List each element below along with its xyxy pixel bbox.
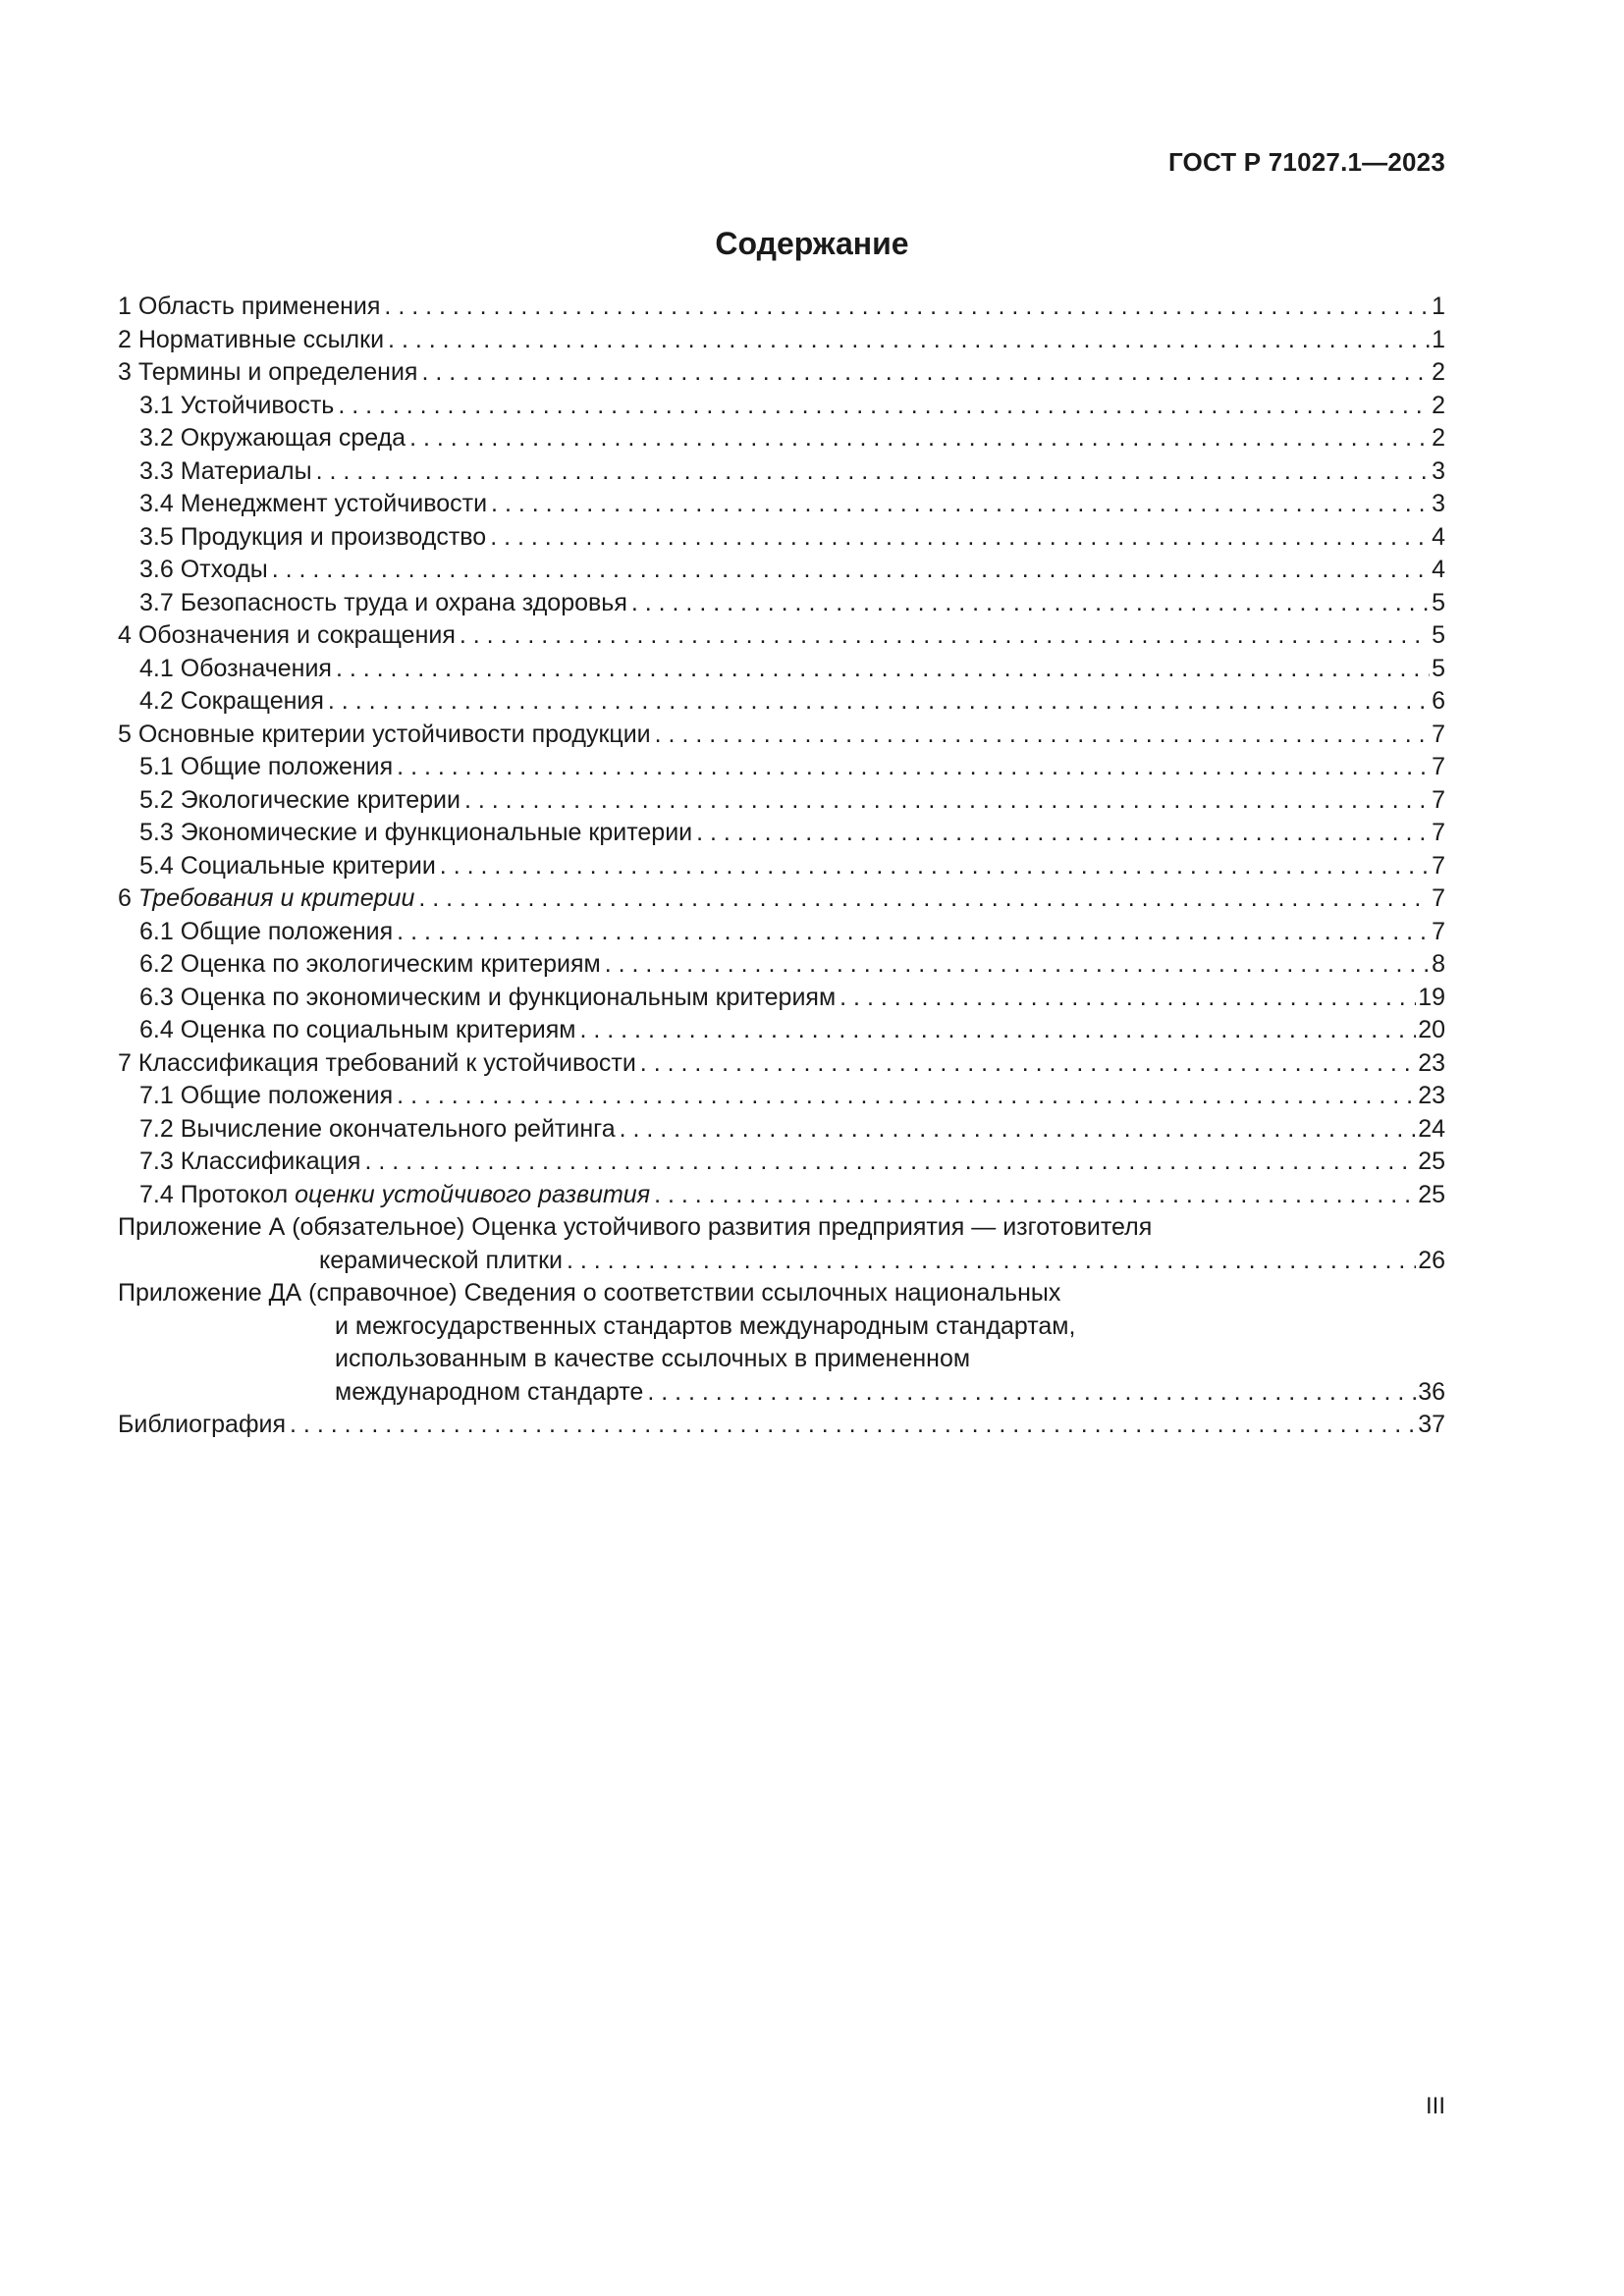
dot-leader (491, 488, 1430, 521)
dot-leader (620, 1113, 1417, 1147)
toc-entry-page: 7 (1432, 917, 1445, 945)
toc-entry-page: 7 (1432, 785, 1445, 814)
dot-leader (839, 982, 1416, 1015)
toc-entry-page: 24 (1418, 1114, 1445, 1143)
toc-entry-text: 5.3 Экономические и функциональные критерии (139, 819, 693, 846)
toc-entry-7-3[interactable] (118, 1146, 1445, 1179)
toc-entry-text: 3.3 Материалы (139, 456, 312, 485)
toc-entry-5-3[interactable] (118, 817, 1445, 850)
toc-entry-text: керамической плитки (319, 1246, 563, 1274)
dot-leader (397, 751, 1430, 784)
toc-entry-page: 5 (1432, 588, 1445, 616)
dot-leader (579, 1014, 1416, 1047)
toc-entry-3[interactable] (118, 356, 1445, 390)
toc-entry-page: 3 (1432, 490, 1445, 517)
appendix-da-line-1: Приложение ДА (справочное) Сведения о соответствии ссылочных национальных (118, 1279, 1061, 1307)
toc-entry-text: 5.2 Экологические критерии (139, 785, 460, 814)
toc-entry-page: 5 (1432, 621, 1445, 649)
toc-entry-3-7[interactable] (118, 587, 1445, 620)
toc-entry-text: 3.1 Устойчивость (139, 391, 335, 419)
toc-entry-text: 3.7 Безопасность труда и охрана здоровья (139, 588, 627, 616)
toc-entry-5[interactable] (118, 719, 1445, 752)
dot-leader (336, 653, 1430, 686)
toc-entry-page: 25 (1418, 1148, 1445, 1175)
dot-leader (290, 1409, 1416, 1442)
toc-entry-3-3[interactable] (118, 455, 1445, 489)
toc-entry-text: 4.1 Обозначения (139, 654, 332, 682)
dot-leader (409, 422, 1430, 455)
toc-entry-text: 5.4 Социальные критерии (139, 851, 436, 880)
toc-appendix-a[interactable] (118, 1211, 1445, 1277)
toc-entry-page: 3 (1432, 456, 1445, 485)
toc-entry-text (139, 1179, 650, 1212)
appendix-da-line-3: использованным в качестве ссылочных в примененном (335, 1345, 971, 1372)
toc-entry-6-2[interactable] (118, 948, 1445, 982)
appendix-a-line-1: Приложение А (обязательное) Оценка устойчивого развития предприятия — изготовителя (118, 1213, 1153, 1241)
toc-entry-text: 7 Классификация требований к устойчивости (118, 1048, 636, 1077)
dot-leader (418, 882, 1430, 916)
appendix-a-last-line (118, 1245, 1445, 1278)
toc-entry-text: 6.2 Оценка по экологическим критериям (139, 950, 601, 978)
toc-entry-page: 1 (1432, 293, 1445, 320)
dot-leader (490, 521, 1430, 555)
dot-leader (567, 1245, 1416, 1278)
toc-entry-text: 3.6 Отходы (139, 556, 268, 583)
toc-entry-text: 4.2 Сокращения (139, 687, 324, 715)
dot-leader (397, 916, 1430, 949)
toc-entry-6[interactable] (118, 882, 1445, 916)
toc-entry-3-1[interactable] (118, 390, 1445, 423)
toc-entry-page: 36 (1418, 1377, 1445, 1406)
toc-entry-text: 4 Обозначения и сокращения (118, 621, 456, 649)
toc-entry-text: 3 Термины и определения (118, 358, 418, 386)
document-code: ГОСТ Р 71027.1—2023 (1167, 147, 1445, 177)
toc-entry-text: 7.1 Общие положения (139, 1082, 394, 1109)
toc-entry-5-2[interactable] (118, 784, 1445, 818)
dot-leader (654, 1179, 1416, 1212)
dot-leader (460, 619, 1430, 653)
toc-entry-text: 3.5 Продукция и производство (139, 522, 487, 551)
dot-leader (397, 1080, 1416, 1113)
page-number: III (1425, 2093, 1445, 2119)
toc-entry-page: 20 (1418, 1016, 1445, 1043)
toc-entry-7[interactable] (118, 1047, 1445, 1081)
toc-entry-number: 6 (118, 884, 132, 912)
toc-appendix-da[interactable] (118, 1277, 1445, 1409)
toc-entry-page: 19 (1418, 983, 1445, 1011)
toc-entry-page: 7 (1432, 753, 1445, 780)
toc-entry-page: 6 (1432, 687, 1445, 715)
dot-leader (647, 1376, 1416, 1410)
toc-entry-page: 2 (1432, 424, 1445, 452)
toc-entry-7-2[interactable] (118, 1113, 1445, 1147)
toc-entry-5-4[interactable] (118, 850, 1445, 883)
toc-entry-page: 7 (1432, 819, 1445, 846)
toc-entry-6-3[interactable] (118, 982, 1445, 1015)
toc-entry-text: 3.4 Менеджмент устойчивости (139, 490, 488, 517)
dot-leader (384, 291, 1430, 324)
dot-leader (364, 1146, 1416, 1179)
toc-entry-text: 7.2 Вычисление окончательного рейтинга (139, 1114, 616, 1143)
toc-entry-page: 1 (1432, 325, 1445, 353)
toc-entry-text: 3.2 Окружающая среда (139, 424, 406, 452)
toc-entry-page: 7 (1432, 720, 1445, 748)
dot-leader (696, 817, 1430, 850)
toc-entry-2[interactable] (118, 324, 1445, 357)
toc-entry-3-6[interactable] (118, 554, 1445, 587)
toc-entry-page: 4 (1432, 556, 1445, 583)
toc-entry-page: 7 (1432, 851, 1445, 880)
toc-entry-prefix: 7.4 Протокол (139, 1180, 289, 1208)
dot-leader (421, 356, 1430, 390)
toc-entry-6-1[interactable] (118, 916, 1445, 949)
toc-entry-page: 8 (1432, 950, 1445, 978)
dot-leader (631, 587, 1430, 620)
toc-entry-text: 1 Область применения (118, 293, 381, 320)
toc-entry-page: 7 (1432, 884, 1445, 912)
dot-leader (655, 719, 1430, 752)
toc-entry-page: 37 (1418, 1411, 1445, 1438)
toc-entry-3-4[interactable] (118, 488, 1445, 521)
dot-leader (328, 685, 1430, 719)
toc-entry-page: 2 (1432, 358, 1445, 386)
toc-entry-text: 6.3 Оценка по экономическим и функциональным критериям (139, 983, 837, 1011)
toc-entry-7-1[interactable] (118, 1080, 1445, 1113)
toc-entry-text: 2 Нормативные ссылки (118, 325, 385, 353)
dot-leader (640, 1047, 1416, 1081)
toc-entry-4-1[interactable] (118, 653, 1445, 686)
toc-entry-text: 5 Основные критерии устойчивости продукции (118, 720, 651, 748)
toc-entry-italic-text: Требования и критерии (137, 884, 415, 912)
dot-leader (605, 948, 1430, 982)
table-of-contents (118, 291, 1445, 1442)
toc-entry-text: 6.1 Общие положения (139, 917, 394, 945)
appendix-da-line-2: и межгосударственных стандартов международным стандартам, (335, 1311, 1076, 1340)
toc-entry-text (118, 882, 414, 916)
toc-entry-6-4[interactable] (118, 1014, 1445, 1047)
toc-entry-text: 6.4 Оценка по социальным критериям (139, 1016, 576, 1043)
toc-entry-text: международном стандарте (335, 1377, 644, 1406)
toc-entry-3-2[interactable] (118, 422, 1445, 455)
toc-entry-bibliography[interactable] (118, 1409, 1445, 1442)
toc-entry-5-1[interactable] (118, 751, 1445, 784)
toc-entry-4[interactable] (118, 619, 1445, 653)
toc-entry-page: 5 (1432, 654, 1445, 682)
toc-entry-page: 4 (1432, 522, 1445, 551)
appendix-da-last-line (118, 1376, 1445, 1410)
dot-leader (464, 784, 1430, 818)
toc-entry-page: 2 (1432, 391, 1445, 419)
toc-entry-text: 7.3 Классификация (139, 1148, 361, 1175)
dot-leader (272, 554, 1430, 587)
toc-entry-page: 26 (1418, 1246, 1445, 1274)
dot-leader (440, 850, 1430, 883)
dot-leader (388, 324, 1430, 357)
toc-entry-text: Библиография (118, 1411, 287, 1438)
toc-entry-italic-text: оценки устойчивого развития (295, 1180, 651, 1208)
toc-entry-3-5[interactable] (118, 521, 1445, 555)
dot-leader (338, 390, 1430, 423)
toc-entry-text: 5.1 Общие положения (139, 753, 394, 780)
toc-entry-page: 25 (1418, 1180, 1445, 1208)
toc-entry-1[interactable] (118, 291, 1445, 324)
toc-title: Содержание (715, 226, 909, 261)
toc-entry-page: 23 (1418, 1048, 1445, 1077)
toc-entry-7-4[interactable] (118, 1179, 1445, 1212)
dot-leader (316, 455, 1431, 489)
toc-entry-page: 23 (1418, 1082, 1445, 1109)
toc-entry-4-2[interactable] (118, 685, 1445, 719)
